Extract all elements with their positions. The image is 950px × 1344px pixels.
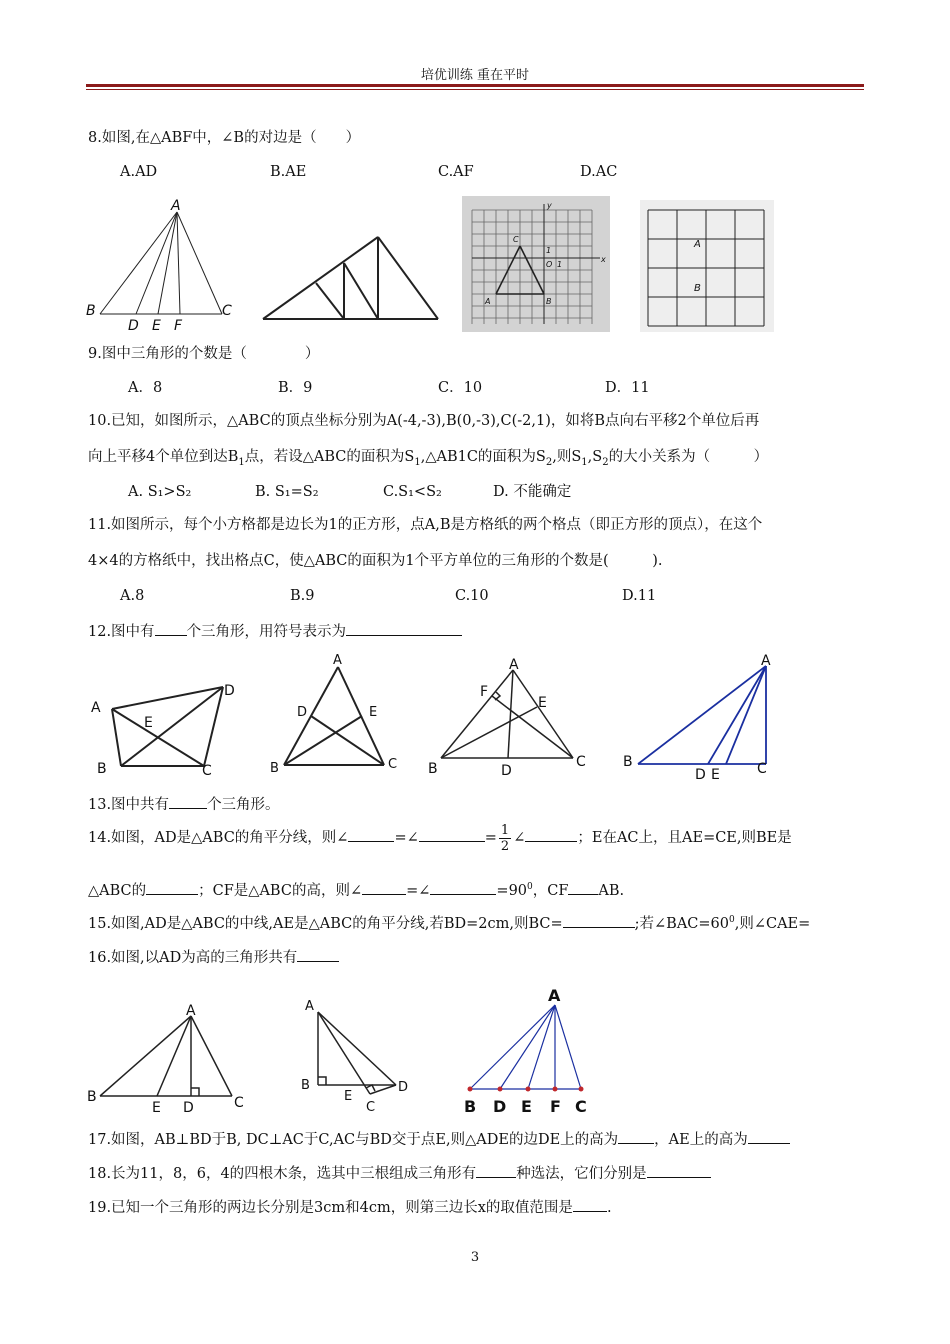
fig12a-label-d: D (224, 683, 235, 699)
q12-text-a: 12.图中有 (88, 624, 155, 640)
page-header: 培优训练 重在平时 (420, 68, 530, 83)
question-19 (88, 1197, 612, 1217)
q14-eq-2: = (484, 830, 497, 846)
question-14-line2 (88, 880, 624, 900)
q9-option-c: C．10 (438, 380, 483, 396)
q18-text-a: 18.长为11，8，6，4的四根木条，选其中三根组成三角形有 (88, 1166, 477, 1182)
fig10-axis-y: y (547, 201, 552, 210)
q9-option-b: B．9 (278, 380, 313, 396)
q15-text-b: ;若∠BAC=60 (634, 916, 729, 932)
fig12b-label-a: A (333, 653, 342, 668)
q17-blank-2[interactable] (748, 1129, 790, 1144)
q9-option-a: A．8 (128, 380, 163, 396)
q10-option-d: D. 不能确定 (493, 484, 572, 500)
q14-text-c: △ABC的 (88, 883, 147, 899)
q18-blank-2[interactable] (647, 1163, 711, 1178)
fig16-label-d: D (493, 1097, 507, 1116)
figure-q16-fan-triangle (458, 980, 598, 1120)
q14-fraction-half (499, 823, 511, 854)
fig12b-label-c: C (388, 757, 398, 772)
fig8-label-c: C (222, 303, 232, 319)
fig12a-label-c: C (202, 763, 212, 779)
fig10-tick-x1: 1 (557, 260, 563, 269)
q17-text-a: 17.如图，AB⊥BD于B, DC⊥AC于C,AC与BD交于点E,则△ADE的边DE上的高为 (88, 1132, 619, 1148)
q14-eq-1: =∠ (394, 830, 419, 846)
fig11-label-a: A (694, 239, 701, 250)
q12-text-b: 个三角形，用符号表示为 (186, 624, 347, 640)
question-10-line2 (88, 448, 768, 466)
q14-text-a: 14.如图，AD是△ABC的角平分线，则∠ (88, 830, 349, 846)
q14-text-d: ；CF是△ABC的高，则∠ (198, 883, 363, 899)
q14-blank-7[interactable] (568, 880, 598, 895)
fig17-label-d: D (398, 1080, 409, 1095)
q14-frac-den: 2 (500, 838, 510, 854)
q16-text: 16.如图,以AD为高的三角形共有 (88, 950, 298, 966)
question-8: 8.如图,在△ABF中，∠B的对边是（ ） (88, 130, 361, 146)
fig12a-label-e: E (144, 715, 153, 731)
q14-text-b: ；E在AC上，且AE=CE,则BE是 (577, 830, 792, 846)
q10-option-c: C.S₁<S₂ (383, 484, 442, 500)
fig12d-label-b: B (623, 754, 633, 770)
fig12b-label-b: B (270, 761, 279, 776)
q10-text-b: 点，若设△ABC的面积为S (244, 449, 415, 465)
fig10-label-c: C (513, 235, 519, 244)
question-13 (88, 794, 280, 814)
q14-text-g: ，CF (532, 883, 569, 899)
q10-text-c: ,△AB1C的面积为S (420, 449, 546, 465)
q10-sub-s1: 1 (414, 456, 421, 468)
fig12b-label-e: E (369, 705, 378, 720)
fig8-label-f: F (174, 318, 183, 334)
q9-option-d: D．11 (605, 380, 650, 396)
fig12c-label-c: C (576, 754, 586, 770)
figure-q12-triangle-altitudes (425, 652, 595, 780)
question-11-line2: 4×4的方格纸中，找出格点C，使△ABC的面积为1个平方单位的三角形的个数是( ). (88, 553, 663, 569)
q11-option-a: A.8 (120, 588, 145, 604)
q15-text-c: ,则∠CAE= (734, 916, 811, 932)
fig10-axis-x: x (601, 255, 606, 264)
q15-text-a: 15.如图,AD是△ABC的中线,AE是△ABC的角平分线,若BD=2cm,则BC= (88, 916, 563, 932)
q15-degree: 0 (729, 915, 735, 926)
q8-option-a: A.AD (120, 164, 158, 180)
figure-q12-triangle-two-cevians (266, 650, 406, 780)
fig15-label-e: E (152, 1100, 161, 1116)
fig12c-label-b: B (428, 761, 438, 777)
fig12d-label-e: E (711, 767, 720, 783)
q14-angle-sign: ∠ (513, 830, 526, 846)
fig8-label-b: B (86, 303, 96, 319)
q14-text-h: AB. (598, 883, 625, 899)
fig12a-label-b: B (97, 761, 107, 777)
q10-option-b: B. S₁=S₂ (255, 484, 319, 500)
q8-option-c: C.AF (438, 164, 474, 180)
question-14-line1 (88, 818, 792, 858)
fig10-label-a: A (485, 297, 491, 306)
fig12b-label-d: D (297, 705, 308, 720)
fig17-label-b: B (301, 1078, 310, 1093)
q10-sub-s1b: 1 (581, 456, 588, 468)
fig15-label-c: C (234, 1095, 244, 1111)
q11-option-d: D.11 (622, 588, 657, 604)
q13-text-b: 个三角形。 (207, 797, 280, 813)
q19-text-b: . (606, 1200, 612, 1216)
fig10-label-o: O (546, 260, 553, 269)
figure-q9-triangles (258, 230, 448, 325)
q12-blank-symbols[interactable] (346, 621, 462, 636)
figure-q10-coordinate-grid (462, 196, 610, 332)
q10-text-a: 向上平移4个单位到达B (88, 449, 239, 465)
question-9: 9.图中三角形的个数是（ ） (88, 346, 320, 362)
fig12d-label-c: C (757, 761, 767, 777)
fig12d-label-a: A (761, 653, 771, 669)
q8-option-d: D.AC (580, 164, 618, 180)
q14-blank-2[interactable] (419, 827, 485, 842)
q19-blank[interactable] (573, 1197, 607, 1212)
q12-blank-count[interactable] (155, 621, 187, 636)
q10-text-e: ,S (587, 449, 603, 465)
fig17-label-e: E (344, 1089, 353, 1104)
q17-blank-1[interactable] (618, 1129, 654, 1144)
question-12 (88, 621, 462, 641)
fig16-label-e: E (521, 1097, 532, 1116)
q14-blank-5[interactable] (362, 880, 406, 895)
fig17-label-a: A (305, 999, 314, 1014)
question-17 (88, 1129, 790, 1149)
q10-text-f: 的大小关系为（ ） (608, 449, 769, 465)
fig12c-label-d: D (501, 763, 512, 779)
fig15-label-d: D (183, 1100, 194, 1116)
q14-frac-num: 1 (500, 822, 510, 838)
fig15-label-a: A (186, 1003, 196, 1019)
q14-blank-1[interactable] (348, 827, 394, 842)
q19-text-a: 19.已知一个三角形的两边长分别是3cm和4cm，则第三边长x的取值范围是 (88, 1200, 573, 1216)
q8-option-b: B.AE (270, 164, 307, 180)
figure-q15-triangle (82, 998, 252, 1118)
q18-blank-1[interactable] (476, 1163, 516, 1178)
q10-sub-s2b: 2 (602, 456, 609, 468)
figure-q8-triangle (82, 196, 242, 336)
figure-q12-quadrilateral (88, 676, 248, 781)
q16-blank[interactable] (297, 947, 339, 962)
q13-blank[interactable] (169, 794, 207, 809)
q14-blank-6[interactable] (430, 880, 496, 895)
fig16-label-a: A (548, 986, 561, 1005)
q10-sub-s2: 2 (545, 456, 553, 468)
figure-q12-right-triangle (620, 648, 780, 784)
q14-blank-3[interactable] (525, 827, 577, 842)
header-rule-thin (86, 89, 864, 90)
q11-option-c: C.10 (455, 588, 489, 604)
fig10-tick-y1: 1 (546, 246, 552, 255)
figure-q11-square-grid (640, 200, 774, 332)
fig16-label-c: C (575, 1097, 587, 1116)
q11-option-b: B.9 (290, 588, 315, 604)
question-16 (88, 947, 339, 967)
fig10-label-b: B (546, 297, 552, 306)
fig12c-label-e: E (538, 695, 547, 711)
q13-text-a: 13.图中共有 (88, 797, 170, 813)
question-18 (88, 1163, 711, 1183)
fig15-label-b: B (87, 1089, 97, 1105)
q18-text-b: 种选法，它们分别是 (516, 1166, 647, 1182)
q10-text-d: ,则S (552, 449, 582, 465)
fig12c-label-a: A (509, 657, 519, 673)
fig8-label-d: D (128, 318, 139, 334)
q10-option-a: A. S₁>S₂ (128, 484, 192, 500)
q14-blank-4[interactable] (146, 880, 198, 895)
question-11-line1: 11.如图所示，每个小方格都是边长为1的正方形，点A,B是方格纸的两个格点（即正方形的顶点），在这个 (88, 517, 763, 533)
fig12c-label-f: F (480, 684, 489, 700)
question-10-line1: 10.已知，如图所示，△ABC的顶点坐标分别为A(-4,-3),B(0,-3),C(-2,1)，如将B点向右平移2个单位后再 (88, 413, 760, 429)
q17-text-b: ，AE上的高为 (654, 1132, 748, 1148)
fig12d-label-d: D (695, 767, 706, 783)
q15-blank-1[interactable] (563, 913, 635, 928)
q14-degree: 0 (527, 882, 533, 893)
fig16-label-f: F (550, 1097, 561, 1116)
fig8-label-e: E (152, 318, 161, 334)
page-number: 3 (470, 1250, 480, 1265)
figure-q17-triangles (300, 994, 420, 1118)
q10-sub-b1: 1 (238, 456, 245, 468)
q14-text-f: =90 (496, 883, 528, 899)
q14-text-e: =∠ (406, 883, 431, 899)
fig12a-label-a: A (91, 700, 101, 716)
question-15 (88, 913, 810, 933)
fig11-label-b: B (694, 283, 701, 294)
fig17-label-c: C (366, 1100, 376, 1115)
fig8-label-a: A (171, 198, 181, 214)
fig16-label-b: B (464, 1097, 477, 1116)
header-rule-thick (86, 84, 864, 87)
